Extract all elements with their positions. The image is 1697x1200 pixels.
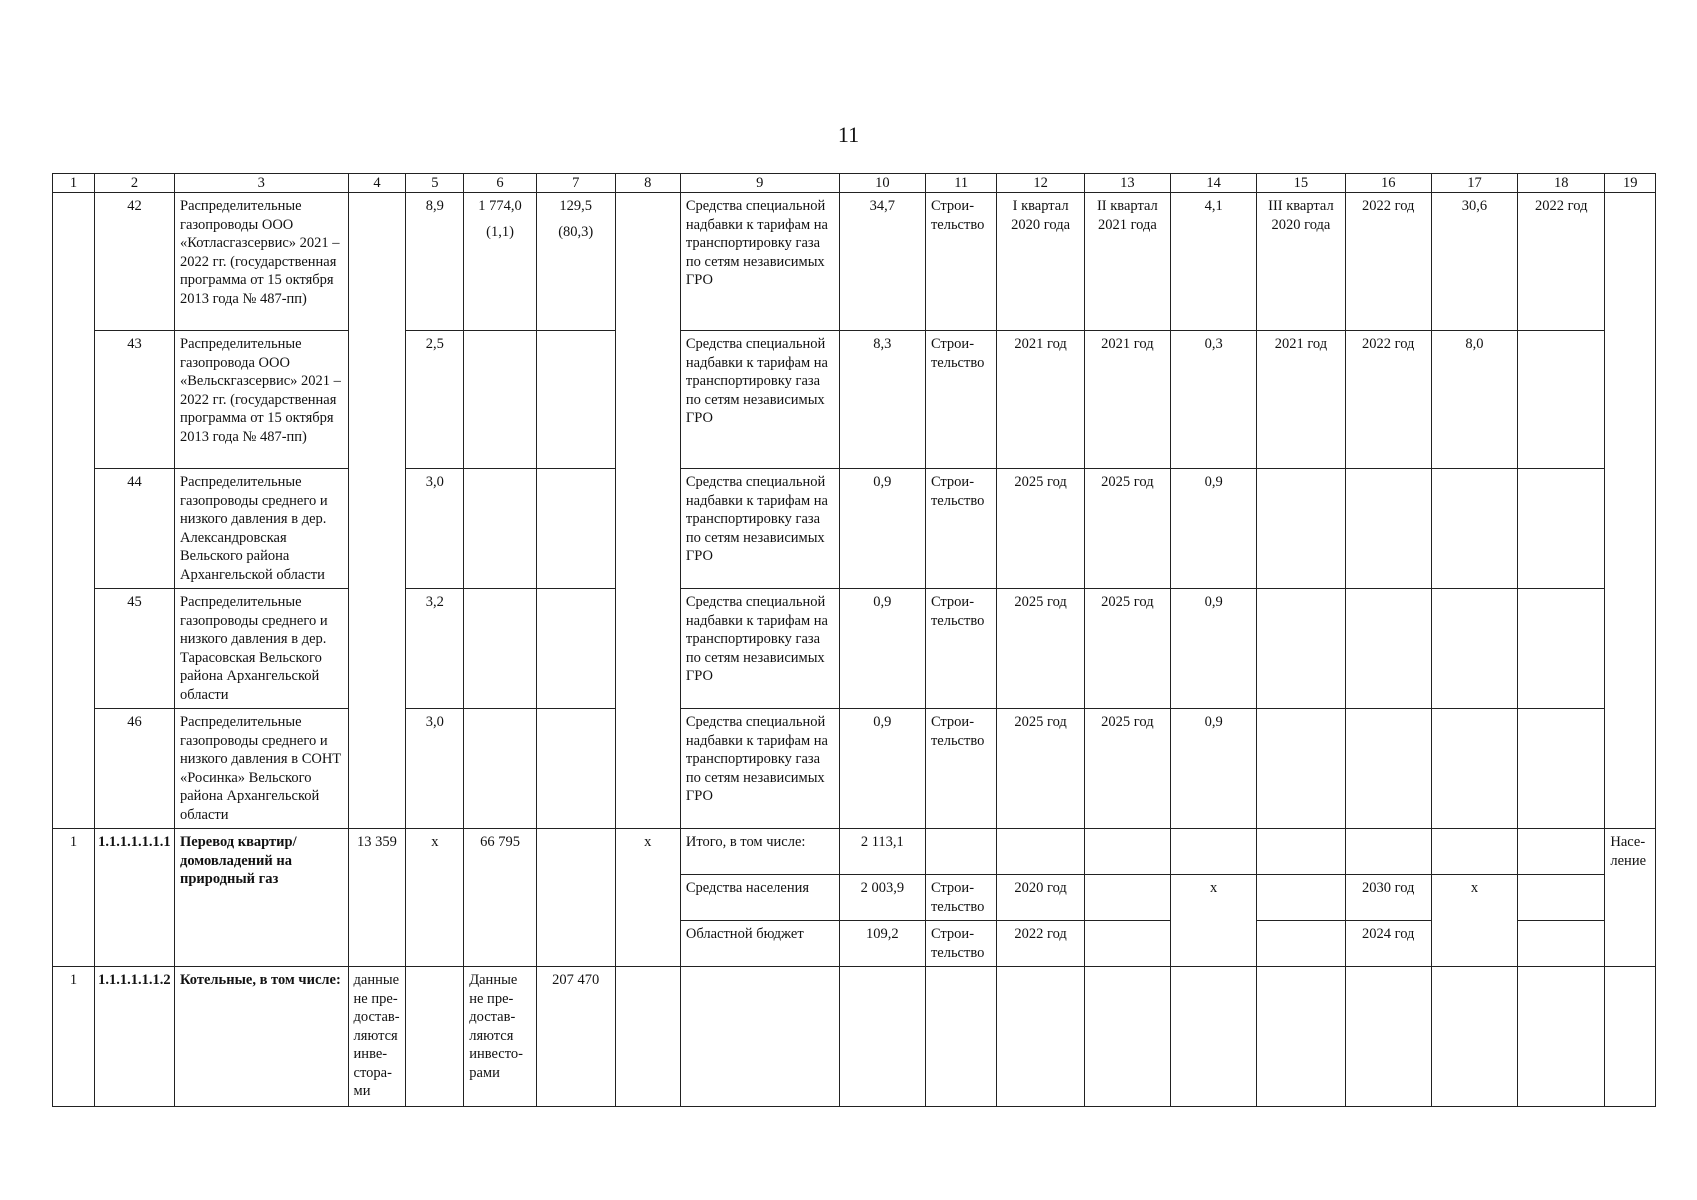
cell-empty [1257,469,1345,589]
cell-empty [536,589,615,709]
cell-empty [464,589,537,709]
cell-empty [925,967,997,1107]
length-value: 3,0 [406,709,464,829]
cell-empty [1257,921,1345,967]
col-header: 8 [615,174,680,193]
col16-value: 2030 год [1345,875,1431,921]
funding-source: Средства населения [680,875,839,921]
cell-empty [1518,589,1605,709]
quantity-note: данные не пре-достав-ляются инве-стора-ми [348,967,406,1107]
col-header: 15 [1257,174,1345,193]
funding-source: Средства специальной надбавки к тарифам на транспортировку газа по сетям независимых ГРО [680,331,839,469]
col17-value: 8,0 [1431,331,1517,469]
cell-empty [1431,589,1517,709]
col-header: 19 [1605,174,1656,193]
start-date: 2022 год [997,921,1084,967]
cell-empty [536,829,615,967]
cell-empty [1431,967,1517,1107]
cell-empty [536,331,615,469]
start-date: 2025 год [997,469,1084,589]
cost-sub: (80,3) [558,223,594,240]
table-row-total [53,829,1656,875]
work-type: Строи-тельство [925,331,997,469]
amount-value: 8,3 [839,331,925,469]
cell-empty [1518,331,1605,469]
work-type: Строи-тельство [925,193,997,331]
start-date: 2020 год [997,875,1084,921]
col-header: 11 [925,174,997,193]
amount-value: 2 003,9 [839,875,925,921]
amount-value: 0,9 [839,709,925,829]
cell-empty [997,967,1084,1107]
end-date: 2025 год [1084,469,1170,589]
start-date: 2025 год [997,589,1084,709]
object-name: Распределительные газопровода ООО «Вельскгазсервис» 2021 – 2022 гг. (государственная программа от 15 октября 2013 года № 487-пп) [175,331,349,469]
start-date: 2021 год [997,331,1084,469]
object-name: Котельные, в том числе: [175,967,349,1107]
cell-empty [1518,829,1605,875]
col14-value: 0,9 [1171,709,1257,829]
cell-empty [1431,829,1517,875]
cell-empty [406,967,464,1107]
end-date: 2025 год [1084,709,1170,829]
cell-empty [1518,875,1605,921]
funding-source: Средства специальной надбавки к тарифам на транспортировку газа по сетям независимых ГРО [680,193,839,331]
row-number: 42 [95,193,175,331]
col17-value: 30,6 [1431,193,1517,331]
cell-empty [1518,921,1605,967]
level-number: 1 [53,829,95,967]
funding-source: Средства специальной надбавки к тарифам на транспортировку газа по сетям независимых ГРО [680,589,839,709]
cell-empty [536,709,615,829]
investment-table [52,173,1656,1107]
cell-empty [536,469,615,589]
cell-empty [464,469,537,589]
end-date: 2025 год [1084,589,1170,709]
quantity-value: 13 359 [348,829,406,967]
col14-value: 0,9 [1171,589,1257,709]
amount-value: 0,9 [839,469,925,589]
cell-empty [1518,469,1605,589]
capacity-value [464,193,537,331]
end-date: 2021 год [1084,331,1170,469]
cost-value [536,193,615,331]
capacity-value: 66 795 [464,829,537,967]
work-type: Строи-тельство [925,921,997,967]
capacity-sub: (1,1) [486,223,514,240]
start-date: 2025 год [997,709,1084,829]
cell-empty [1345,589,1431,709]
cell-empty [615,193,680,829]
col14-value: х [1171,875,1257,967]
table-row [53,589,1656,709]
col18-value: 2022 год [1518,193,1605,331]
object-name: Перевод квартир/ домовладений на природный газ [175,829,349,967]
object-name: Распределительные газопроводы среднего и низкого давления в дер. Тарасовская Вельского района Архангельской области [175,589,349,709]
amount-value: 0,9 [839,589,925,709]
cell-empty [1084,921,1170,967]
column-numbers-row [53,174,1656,193]
cell-empty [1345,709,1431,829]
cell-empty [1605,967,1656,1107]
col-header: 1 [53,174,95,193]
row-number: 46 [95,709,175,829]
cell-empty [1518,967,1605,1107]
cell-empty [1345,829,1431,875]
start-date: I квартал 2020 года [997,193,1084,331]
work-type: Строи-тельство [925,875,997,921]
end-date: II квартал 2021 года [1084,193,1170,331]
col14-value: 0,3 [1171,331,1257,469]
object-name: Распределительные газопроводы среднего и низкого давления в СОНТ «Росинка» Вельского района Архангельской области [175,709,349,829]
col-header: 13 [1084,174,1170,193]
cost-value: 207 470 [536,967,615,1107]
col14-value: 4,1 [1171,193,1257,331]
length-value: х [406,829,464,967]
col-header: 16 [1345,174,1431,193]
page-number: 11 [837,122,860,147]
length-value: 2,5 [406,331,464,469]
cost-main: 129,5 [559,198,593,214]
cell-empty [839,967,925,1107]
cell-empty [464,709,537,829]
col-header: 6 [464,174,537,193]
col14-value: 0,9 [1171,469,1257,589]
col16-value: 2024 год [1345,921,1431,967]
funding-source: Средства специальной надбавки к тарифам на транспортировку газа по сетям независимых ГРО [680,469,839,589]
cell-empty [1084,875,1170,921]
col-header: 18 [1518,174,1605,193]
length-value: 8,9 [406,193,464,331]
col-header: 10 [839,174,925,193]
item-code: 1.1.1.1.1.1.2 [95,967,175,1107]
col-header: 7 [536,174,615,193]
col-header: 17 [1431,174,1517,193]
table-row [53,709,1656,829]
col8-value: х [615,829,680,967]
col16-value: 2022 год [1345,193,1431,331]
cell-empty [1171,829,1257,875]
cell-empty [1431,709,1517,829]
amount-value: 109,2 [839,921,925,967]
col-header: 2 [95,174,175,193]
col-header: 12 [997,174,1084,193]
table-row [53,193,1656,331]
cell-empty [680,967,839,1107]
cell-empty [1605,193,1656,829]
cell-empty [1257,967,1345,1107]
cell-empty [1257,709,1345,829]
cell-empty [925,829,997,875]
capacity-main: 1 774,0 [478,198,522,214]
col15-value: III квартал 2020 года [1257,193,1345,331]
cell-empty [1257,589,1345,709]
item-code: 1.1.1.1.1.1.1 [95,829,175,967]
cell-empty [1084,829,1170,875]
cell-empty [997,829,1084,875]
cell-empty [1084,967,1170,1107]
col-header: 3 [175,174,349,193]
object-name: Распределительные газопроводы среднего и низкого давления в дер. Александровская Вельского района Архангельской области [175,469,349,589]
work-type: Строи-тельство [925,589,997,709]
col17-value: х [1431,875,1517,967]
col-header: 5 [406,174,464,193]
table-row [53,469,1656,589]
total-label: Итого, в том числе: [680,829,839,875]
funding-source: Средства специальной надбавки к тарифам на транспортировку газа по сетям независимых ГРО [680,709,839,829]
funding-source: Областной бюджет [680,921,839,967]
beneficiary: Насе-ление [1605,829,1656,967]
cell-empty [53,193,95,829]
work-type: Строи-тельство [925,709,997,829]
col16-value: 2022 год [1345,331,1431,469]
col-header: 14 [1171,174,1257,193]
col15-value: 2021 год [1257,331,1345,469]
table-row [53,967,1656,1107]
cell-empty [1518,709,1605,829]
row-number: 44 [95,469,175,589]
cell-empty [615,967,680,1107]
cell-empty [348,193,406,829]
cell-empty [1431,469,1517,589]
work-type: Строи-тельство [925,469,997,589]
col-header: 9 [680,174,839,193]
table-row [53,331,1656,469]
col-header: 4 [348,174,406,193]
capacity-note: Данные не пре-достав-ляются инвесто-рами [464,967,537,1107]
cell-empty [1171,967,1257,1107]
cell-empty [1345,469,1431,589]
length-value: 3,2 [406,589,464,709]
row-number: 45 [95,589,175,709]
cell-empty [464,331,537,469]
cell-empty [1345,967,1431,1107]
amount-value: 34,7 [839,193,925,331]
row-number: 43 [95,331,175,469]
cell-empty [1257,829,1345,875]
level-number: 1 [53,967,95,1107]
object-name: Распределительные газопроводы ООО «Котласгазсервис» 2021 – 2022 гг. (государственная программа от 15 октября 2013 года № 487-пп) [175,193,349,331]
total-amount: 2 113,1 [839,829,925,875]
cell-empty [1257,875,1345,921]
length-value: 3,0 [406,469,464,589]
